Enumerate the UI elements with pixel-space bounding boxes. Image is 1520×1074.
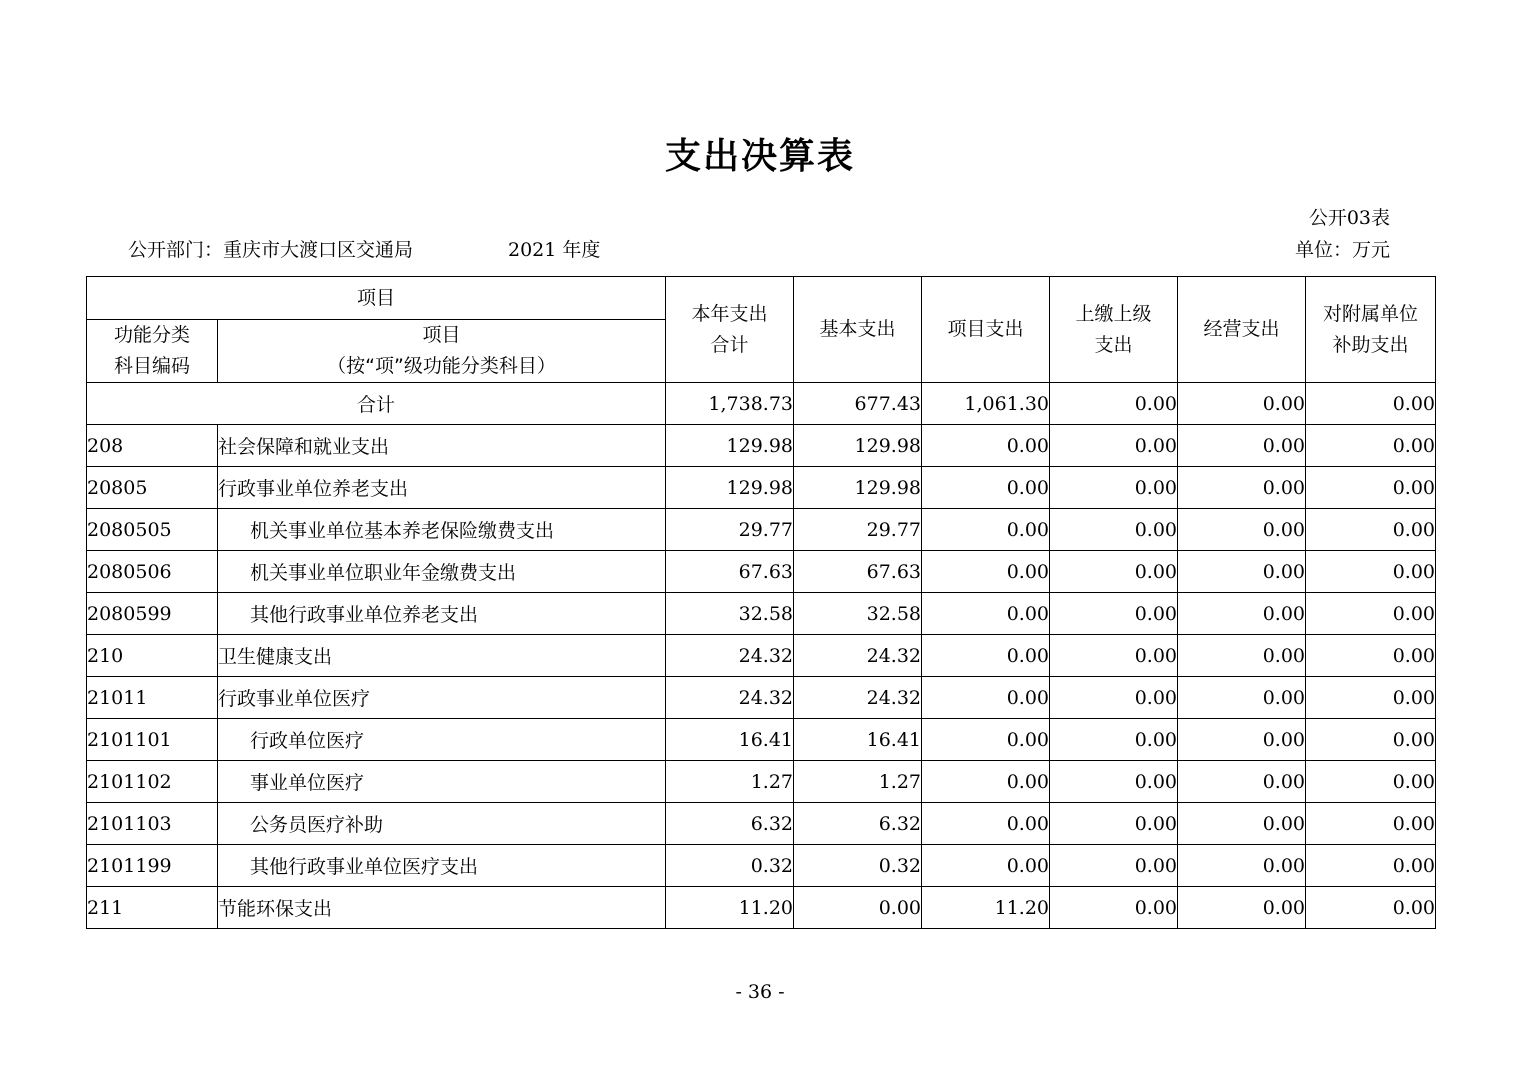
header-subsidy: 对附属单位 补助支出 [1306,277,1436,383]
row-business: 0.00 [1178,467,1306,509]
row-total: 16.41 [666,719,794,761]
table-row [87,761,1436,803]
row-basic: 129.98 [794,467,922,509]
row-subsidy: 0.00 [1306,719,1436,761]
header-code: 功能分类 科目编码 [87,320,218,383]
total-business: 0.00 [1178,383,1306,425]
row-code: 21011 [87,677,218,719]
total-row [87,383,1436,425]
row-basic: 29.77 [794,509,922,551]
row-project-expense: 0.00 [922,425,1050,467]
row-code: 2101199 [87,845,218,887]
row-name: 公务员医疗补助 [218,803,666,845]
table-row [87,887,1436,929]
row-total: 6.32 [666,803,794,845]
row-name: 行政事业单位医疗 [218,677,666,719]
table-row [87,509,1436,551]
row-total: 32.58 [666,593,794,635]
header-business: 经营支出 [1178,277,1306,383]
row-total: 1.27 [666,761,794,803]
row-total: 24.32 [666,677,794,719]
row-upper: 0.00 [1050,635,1178,677]
row-subsidy: 0.00 [1306,887,1436,929]
table-row [87,677,1436,719]
row-basic: 0.00 [794,887,922,929]
row-basic: 24.32 [794,677,922,719]
row-code: 20805 [87,467,218,509]
row-name: 其他行政事业单位医疗支出 [218,845,666,887]
row-business: 0.00 [1178,677,1306,719]
row-project-expense: 0.00 [922,761,1050,803]
table-row [87,467,1436,509]
row-business: 0.00 [1178,803,1306,845]
row-project-expense: 0.00 [922,719,1050,761]
row-name: 机关事业单位职业年金缴费支出 [218,551,666,593]
table-number: 公开03表 [1308,207,1390,229]
row-basic: 1.27 [794,761,922,803]
row-upper: 0.00 [1050,803,1178,845]
row-subsidy: 0.00 [1306,803,1436,845]
header-item: 项目 （按“项”级功能分类科目） [218,320,666,383]
table-row [87,845,1436,887]
row-business: 0.00 [1178,761,1306,803]
row-name: 行政事业单位养老支出 [218,467,666,509]
page-title: 支出决算表 [664,136,855,177]
total-label: 合计 [87,383,666,425]
row-total: 24.32 [666,635,794,677]
table-row [87,593,1436,635]
row-project-expense: 0.00 [922,845,1050,887]
row-basic: 6.32 [794,803,922,845]
row-subsidy: 0.00 [1306,551,1436,593]
row-basic: 32.58 [794,593,922,635]
row-upper: 0.00 [1050,551,1178,593]
row-total: 0.32 [666,845,794,887]
row-name: 节能环保支出 [218,887,666,929]
row-project-expense: 0.00 [922,509,1050,551]
row-subsidy: 0.00 [1306,425,1436,467]
header-project-expense: 项目支出 [922,277,1050,383]
row-basic: 16.41 [794,719,922,761]
table-body [87,383,1436,929]
row-code: 2101103 [87,803,218,845]
row-code: 2101102 [87,761,218,803]
row-total: 11.20 [666,887,794,929]
row-project-expense: 0.00 [922,803,1050,845]
row-business: 0.00 [1178,887,1306,929]
table-row [87,425,1436,467]
table-row [87,803,1436,845]
year-label: 2021 年度 [508,239,601,261]
row-upper: 0.00 [1050,761,1178,803]
row-name: 卫生健康支出 [218,635,666,677]
row-upper: 0.00 [1050,593,1178,635]
row-basic: 0.32 [794,845,922,887]
row-name: 其他行政事业单位养老支出 [218,593,666,635]
row-basic: 67.63 [794,551,922,593]
row-business: 0.00 [1178,635,1306,677]
row-total: 29.77 [666,509,794,551]
row-business: 0.00 [1178,509,1306,551]
row-code: 211 [87,887,218,929]
row-subsidy: 0.00 [1306,467,1436,509]
row-total: 129.98 [666,425,794,467]
total-subsidy: 0.00 [1306,383,1436,425]
row-code: 2101101 [87,719,218,761]
table-row [87,635,1436,677]
row-name: 行政单位医疗 [218,719,666,761]
row-upper: 0.00 [1050,845,1178,887]
row-subsidy: 0.00 [1306,509,1436,551]
row-name: 机关事业单位基本养老保险缴费支出 [218,509,666,551]
table-row [87,551,1436,593]
row-subsidy: 0.00 [1306,845,1436,887]
department-label: 公开部门：重庆市大渡口区交通局 [128,239,414,261]
row-upper: 0.00 [1050,887,1178,929]
header-basic: 基本支出 [794,277,922,383]
row-code: 2080506 [87,551,218,593]
row-code: 208 [87,425,218,467]
header-project: 项目 [87,277,666,320]
row-total: 67.63 [666,551,794,593]
row-code: 2080599 [87,593,218,635]
total-basic: 677.43 [794,383,922,425]
row-business: 0.00 [1178,719,1306,761]
row-business: 0.00 [1178,593,1306,635]
row-business: 0.00 [1178,845,1306,887]
table-row [87,719,1436,761]
row-name: 事业单位医疗 [218,761,666,803]
row-project-expense: 0.00 [922,635,1050,677]
row-business: 0.00 [1178,425,1306,467]
row-upper: 0.00 [1050,509,1178,551]
row-upper: 0.00 [1050,425,1178,467]
total-total: 1,738.73 [666,383,794,425]
header-total: 本年支出 合计 [666,277,794,383]
row-project-expense: 0.00 [922,677,1050,719]
total-project-expense: 1,061.30 [922,383,1050,425]
row-project-expense: 0.00 [922,551,1050,593]
row-code: 2080505 [87,509,218,551]
row-upper: 0.00 [1050,677,1178,719]
row-project-expense: 11.20 [922,887,1050,929]
row-upper: 0.00 [1050,467,1178,509]
unit-label: 单位：万元 [1294,239,1390,261]
row-subsidy: 0.00 [1306,593,1436,635]
row-project-expense: 0.00 [922,593,1050,635]
header-upper: 上缴上级 支出 [1050,277,1178,383]
total-upper: 0.00 [1050,383,1178,425]
row-basic: 129.98 [794,425,922,467]
row-project-expense: 0.00 [922,467,1050,509]
row-total: 129.98 [666,467,794,509]
row-code: 210 [87,635,218,677]
row-subsidy: 0.00 [1306,677,1436,719]
row-basic: 24.32 [794,635,922,677]
row-subsidy: 0.00 [1306,761,1436,803]
row-subsidy: 0.00 [1306,635,1436,677]
row-name: 社会保障和就业支出 [218,425,666,467]
expenditure-table [86,276,1436,929]
row-upper: 0.00 [1050,719,1178,761]
row-business: 0.00 [1178,551,1306,593]
page-number: - 36 - [735,981,785,1003]
